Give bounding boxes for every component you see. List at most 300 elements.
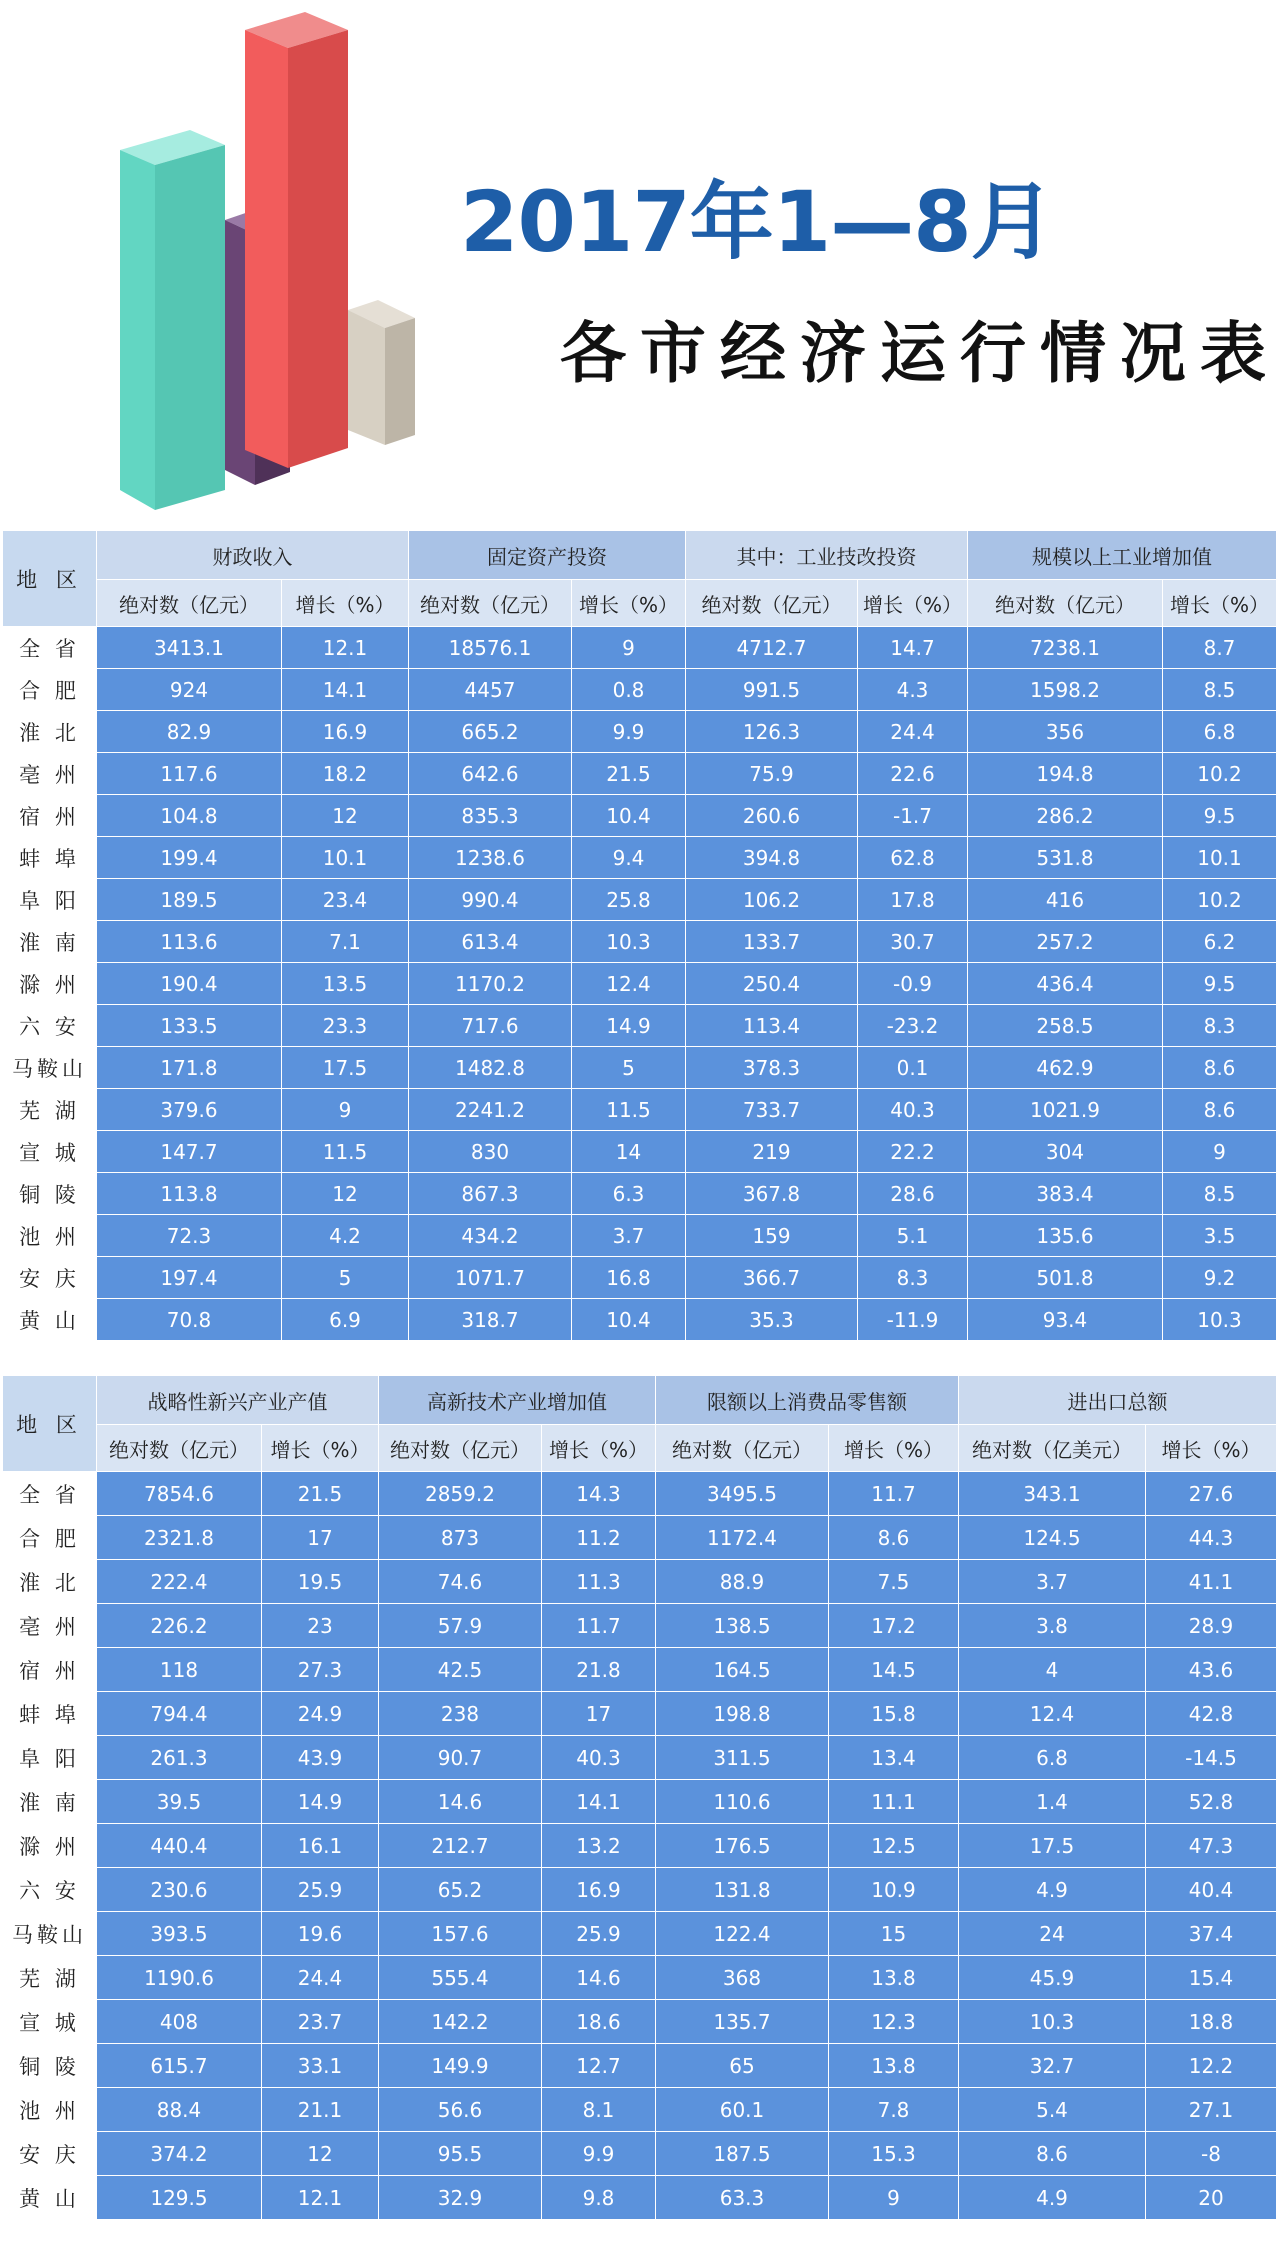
region-name-cell: 池 州: [3, 2088, 97, 2132]
region-name-cell: 安 庆: [3, 2132, 97, 2176]
growth-value-cell: 6.3: [572, 1173, 686, 1215]
growth-value-cell: 17.5: [282, 1047, 409, 1089]
growth-value-cell: 15.3: [829, 2132, 959, 2176]
subheader-growth: 增长（%）: [858, 580, 968, 627]
growth-value-cell: 10.4: [572, 1299, 686, 1341]
absolute-value-cell: 75.9: [686, 753, 858, 795]
absolute-value-cell: 124.5: [959, 1516, 1146, 1560]
growth-value-cell: 14.3: [542, 1472, 656, 1516]
absolute-value-cell: 39.5: [97, 1780, 262, 1824]
absolute-value-cell: 3.8: [959, 1604, 1146, 1648]
absolute-value-cell: 835.3: [409, 795, 572, 837]
absolute-value-cell: 990.4: [409, 879, 572, 921]
growth-value-cell: 14.9: [262, 1780, 379, 1824]
absolute-value-cell: 198.8: [656, 1692, 829, 1736]
growth-value-cell: 15.4: [1146, 1956, 1277, 2000]
table-row: [3, 1215, 1277, 1257]
growth-value-cell: 11.7: [829, 1472, 959, 1516]
region-name-cell: 芜 湖: [3, 1089, 97, 1131]
absolute-value-cell: 436.4: [968, 963, 1163, 1005]
growth-value-cell: 5.1: [858, 1215, 968, 1257]
subheader-absolute: 绝对数（亿美元）: [959, 1425, 1146, 1472]
absolute-value-cell: 3495.5: [656, 1472, 829, 1516]
subheader-absolute: 绝对数（亿元）: [409, 580, 572, 627]
region-name-cell: 蚌 埠: [3, 837, 97, 879]
table-row: [3, 2176, 1277, 2220]
subheader-growth: 增长（%）: [1163, 580, 1277, 627]
absolute-value-cell: 149.9: [379, 2044, 542, 2088]
group-header-retail-sales: 限额以上消费品零售额: [656, 1376, 959, 1425]
table-row: [3, 1089, 1277, 1131]
growth-value-cell: 7.1: [282, 921, 409, 963]
region-name-cell: 阜 阳: [3, 879, 97, 921]
growth-value-cell: 21.5: [572, 753, 686, 795]
table-row: [3, 879, 1277, 921]
absolute-value-cell: 104.8: [97, 795, 282, 837]
table-row: [3, 963, 1277, 1005]
growth-value-cell: 19.6: [262, 1912, 379, 1956]
growth-value-cell: 17.2: [829, 1604, 959, 1648]
absolute-value-cell: 74.6: [379, 1560, 542, 1604]
growth-value-cell: 9.5: [1163, 795, 1277, 837]
growth-value-cell: 14.5: [829, 1648, 959, 1692]
growth-value-cell: 37.4: [1146, 1912, 1277, 1956]
absolute-value-cell: 63.3: [656, 2176, 829, 2220]
growth-value-cell: 22.2: [858, 1131, 968, 1173]
absolute-value-cell: 230.6: [97, 1868, 262, 1912]
group-header-hightech-value-added: 高新技术产业增加值: [379, 1376, 656, 1425]
table-row: [3, 1047, 1277, 1089]
absolute-value-cell: 2321.8: [97, 1516, 262, 1560]
growth-value-cell: 15.8: [829, 1692, 959, 1736]
absolute-value-cell: 122.4: [656, 1912, 829, 1956]
table-row: [3, 1005, 1277, 1047]
group-header-industrial-value-added: 规模以上工业增加值: [968, 531, 1277, 580]
growth-value-cell: 5: [572, 1047, 686, 1089]
absolute-value-cell: 117.6: [97, 753, 282, 795]
absolute-value-cell: 138.5: [656, 1604, 829, 1648]
growth-value-cell: 52.8: [1146, 1780, 1277, 1824]
absolute-value-cell: 135.7: [656, 2000, 829, 2044]
absolute-value-cell: 164.5: [656, 1648, 829, 1692]
subheader-growth: 增长（%）: [262, 1425, 379, 1472]
growth-value-cell: -0.9: [858, 963, 968, 1005]
absolute-value-cell: 82.9: [97, 711, 282, 753]
table-row: [3, 1824, 1277, 1868]
absolute-value-cell: 615.7: [97, 2044, 262, 2088]
absolute-value-cell: 142.2: [379, 2000, 542, 2044]
growth-value-cell: 8.3: [1163, 1005, 1277, 1047]
growth-value-cell: 3.7: [572, 1215, 686, 1257]
absolute-value-cell: 57.9: [379, 1604, 542, 1648]
growth-value-cell: 23: [262, 1604, 379, 1648]
region-name-cell: 宿 州: [3, 795, 97, 837]
gray-bar-front: [348, 310, 385, 445]
absolute-value-cell: 394.8: [686, 837, 858, 879]
absolute-value-cell: 374.2: [97, 2132, 262, 2176]
table-row: [3, 1131, 1277, 1173]
absolute-value-cell: 867.3: [409, 1173, 572, 1215]
group-header-industrial-renovation-investment: 其中：工业技改投资: [686, 531, 968, 580]
growth-value-cell: 9: [829, 2176, 959, 2220]
growth-value-cell: 13.8: [829, 1956, 959, 2000]
absolute-value-cell: 60.1: [656, 2088, 829, 2132]
absolute-value-cell: 1598.2: [968, 669, 1163, 711]
absolute-value-cell: 665.2: [409, 711, 572, 753]
absolute-value-cell: 873: [379, 1516, 542, 1560]
growth-value-cell: 12.5: [829, 1824, 959, 1868]
absolute-value-cell: 393.5: [97, 1912, 262, 1956]
table-economy-1: [2, 530, 1276, 1341]
absolute-value-cell: 133.7: [686, 921, 858, 963]
growth-value-cell: 8.3: [858, 1257, 968, 1299]
region-name-cell: 淮 南: [3, 921, 97, 963]
growth-value-cell: 11.1: [829, 1780, 959, 1824]
growth-value-cell: 9.9: [542, 2132, 656, 2176]
absolute-value-cell: 717.6: [409, 1005, 572, 1047]
growth-value-cell: 40.3: [858, 1089, 968, 1131]
growth-value-cell: 11.5: [572, 1089, 686, 1131]
absolute-value-cell: 1.4: [959, 1780, 1146, 1824]
growth-value-cell: 0.1: [858, 1047, 968, 1089]
absolute-value-cell: 42.5: [379, 1648, 542, 1692]
absolute-value-cell: 440.4: [97, 1824, 262, 1868]
absolute-value-cell: 1238.6: [409, 837, 572, 879]
absolute-value-cell: 613.4: [409, 921, 572, 963]
growth-value-cell: 6.9: [282, 1299, 409, 1341]
growth-value-cell: 33.1: [262, 2044, 379, 2088]
table-row: [3, 627, 1277, 669]
growth-value-cell: 14.1: [542, 1780, 656, 1824]
growth-value-cell: -1.7: [858, 795, 968, 837]
region-name-cell: 六 安: [3, 1868, 97, 1912]
absolute-value-cell: 1021.9: [968, 1089, 1163, 1131]
absolute-value-cell: 924: [97, 669, 282, 711]
absolute-value-cell: 1170.2: [409, 963, 572, 1005]
growth-value-cell: 9.4: [572, 837, 686, 879]
absolute-value-cell: 501.8: [968, 1257, 1163, 1299]
growth-value-cell: 13.2: [542, 1824, 656, 1868]
growth-value-cell: 11.2: [542, 1516, 656, 1560]
teal-bar-front: [120, 150, 155, 510]
bar-chart-illustration: [100, 0, 440, 520]
region-name-cell: 黄 山: [3, 2176, 97, 2220]
growth-value-cell: 17.8: [858, 879, 968, 921]
growth-value-cell: 22.6: [858, 753, 968, 795]
absolute-value-cell: 133.5: [97, 1005, 282, 1047]
growth-value-cell: 10.9: [829, 1868, 959, 1912]
table-row: [3, 1736, 1277, 1780]
growth-value-cell: 18.6: [542, 2000, 656, 2044]
absolute-value-cell: 258.5: [968, 1005, 1163, 1047]
table-row: [3, 1257, 1277, 1299]
subheader-absolute: 绝对数（亿元）: [97, 1425, 262, 1472]
table-row: [3, 2088, 1277, 2132]
growth-value-cell: 42.8: [1146, 1692, 1277, 1736]
region-name-cell: 滁 州: [3, 963, 97, 1005]
growth-value-cell: 21.5: [262, 1472, 379, 1516]
region-name-cell: 六 安: [3, 1005, 97, 1047]
growth-value-cell: 23.3: [282, 1005, 409, 1047]
growth-value-cell: 9: [282, 1089, 409, 1131]
growth-value-cell: 10.4: [572, 795, 686, 837]
absolute-value-cell: 147.7: [97, 1131, 282, 1173]
region-name-cell: 亳 州: [3, 1604, 97, 1648]
growth-value-cell: 17: [542, 1692, 656, 1736]
growth-value-cell: 24.9: [262, 1692, 379, 1736]
absolute-value-cell: 189.5: [97, 879, 282, 921]
absolute-value-cell: 286.2: [968, 795, 1163, 837]
absolute-value-cell: 4712.7: [686, 627, 858, 669]
growth-value-cell: 9.9: [572, 711, 686, 753]
growth-value-cell: 19.5: [262, 1560, 379, 1604]
table-row: [3, 1516, 1277, 1560]
absolute-value-cell: 4: [959, 1648, 1146, 1692]
growth-value-cell: 10.1: [1163, 837, 1277, 879]
growth-value-cell: 27.1: [1146, 2088, 1277, 2132]
table-row: [3, 1868, 1277, 1912]
absolute-value-cell: 157.6: [379, 1912, 542, 1956]
absolute-value-cell: 24: [959, 1912, 1146, 1956]
growth-value-cell: 16.8: [572, 1257, 686, 1299]
absolute-value-cell: 32.9: [379, 2176, 542, 2220]
absolute-value-cell: 642.6: [409, 753, 572, 795]
absolute-value-cell: 126.3: [686, 711, 858, 753]
growth-value-cell: 18.8: [1146, 2000, 1277, 2044]
region-name-cell: 淮 北: [3, 711, 97, 753]
growth-value-cell: 8.6: [829, 1516, 959, 1560]
growth-value-cell: 15: [829, 1912, 959, 1956]
region-name-cell: 淮 南: [3, 1780, 97, 1824]
absolute-value-cell: 991.5: [686, 669, 858, 711]
growth-value-cell: 14: [572, 1131, 686, 1173]
absolute-value-cell: 356: [968, 711, 1163, 753]
absolute-value-cell: 226.2: [97, 1604, 262, 1648]
subheader-absolute: 绝对数（亿元）: [968, 580, 1163, 627]
region-name-cell: 宣 城: [3, 1131, 97, 1173]
region-name-cell: 滁 州: [3, 1824, 97, 1868]
growth-value-cell: 25.9: [262, 1868, 379, 1912]
subheader-growth: 增长（%）: [1146, 1425, 1277, 1472]
growth-value-cell: 8.5: [1163, 1173, 1277, 1215]
absolute-value-cell: 4457: [409, 669, 572, 711]
absolute-value-cell: 378.3: [686, 1047, 858, 1089]
absolute-value-cell: 35.3: [686, 1299, 858, 1341]
absolute-value-cell: 343.1: [959, 1472, 1146, 1516]
table-row: [3, 921, 1277, 963]
absolute-value-cell: 113.4: [686, 1005, 858, 1047]
growth-value-cell: 27.3: [262, 1648, 379, 1692]
absolute-value-cell: 118: [97, 1648, 262, 1692]
growth-value-cell: 11.7: [542, 1604, 656, 1648]
growth-value-cell: 10.3: [1163, 1299, 1277, 1341]
table-row: [3, 2044, 1277, 2088]
absolute-value-cell: 222.4: [97, 1560, 262, 1604]
absolute-value-cell: 8.6: [959, 2132, 1146, 2176]
absolute-value-cell: 171.8: [97, 1047, 282, 1089]
absolute-value-cell: 250.4: [686, 963, 858, 1005]
table-row: [3, 1956, 1277, 2000]
region-name-cell: 宿 州: [3, 1648, 97, 1692]
absolute-value-cell: 14.6: [379, 1780, 542, 1824]
absolute-value-cell: 1071.7: [409, 1257, 572, 1299]
absolute-value-cell: 1482.8: [409, 1047, 572, 1089]
growth-value-cell: 10.2: [1163, 753, 1277, 795]
absolute-value-cell: 2859.2: [379, 1472, 542, 1516]
absolute-value-cell: 408: [97, 2000, 262, 2044]
absolute-value-cell: 238: [379, 1692, 542, 1736]
growth-value-cell: 9.5: [1163, 963, 1277, 1005]
growth-value-cell: 10.3: [572, 921, 686, 963]
table-row: [3, 837, 1277, 879]
gray-bar-side: [385, 318, 415, 445]
growth-value-cell: 8.6: [1163, 1047, 1277, 1089]
growth-value-cell: 16.1: [262, 1824, 379, 1868]
table-row: [3, 753, 1277, 795]
red-bar-side: [288, 30, 348, 468]
subheader-absolute: 绝对数（亿元）: [379, 1425, 542, 1472]
growth-value-cell: 13.8: [829, 2044, 959, 2088]
growth-value-cell: 14.6: [542, 1956, 656, 2000]
growth-value-cell: 3.5: [1163, 1215, 1277, 1257]
absolute-value-cell: 197.4: [97, 1257, 282, 1299]
absolute-value-cell: 212.7: [379, 1824, 542, 1868]
growth-value-cell: 9.2: [1163, 1257, 1277, 1299]
growth-value-cell: 6.8: [1163, 711, 1277, 753]
table-row: [3, 1692, 1277, 1736]
growth-value-cell: 20: [1146, 2176, 1277, 2220]
absolute-value-cell: 311.5: [656, 1736, 829, 1780]
growth-value-cell: 47.3: [1146, 1824, 1277, 1868]
absolute-value-cell: 88.9: [656, 1560, 829, 1604]
subheader-absolute: 绝对数（亿元）: [686, 580, 858, 627]
absolute-value-cell: 110.6: [656, 1780, 829, 1824]
absolute-value-cell: 194.8: [968, 753, 1163, 795]
region-name-cell: 全 省: [3, 1472, 97, 1516]
growth-value-cell: 18.2: [282, 753, 409, 795]
subheader-growth: 增长（%）: [542, 1425, 656, 1472]
growth-value-cell: 8.5: [1163, 669, 1277, 711]
region-header: 地 区: [3, 1376, 97, 1472]
page-subtitle: 各市经济运行情况表: [560, 315, 1280, 392]
subheader-growth: 增长（%）: [572, 580, 686, 627]
growth-value-cell: 40.4: [1146, 1868, 1277, 1912]
growth-value-cell: 7.5: [829, 1560, 959, 1604]
absolute-value-cell: 555.4: [379, 1956, 542, 2000]
absolute-value-cell: 187.5: [656, 2132, 829, 2176]
absolute-value-cell: 733.7: [686, 1089, 858, 1131]
absolute-value-cell: 219: [686, 1131, 858, 1173]
growth-value-cell: 10.2: [1163, 879, 1277, 921]
table-row: [3, 1648, 1277, 1692]
absolute-value-cell: 367.8: [686, 1173, 858, 1215]
growth-value-cell: 12: [262, 2132, 379, 2176]
region-name-cell: 宣 城: [3, 2000, 97, 2044]
absolute-value-cell: 131.8: [656, 1868, 829, 1912]
region-name-cell: 淮 北: [3, 1560, 97, 1604]
absolute-value-cell: 7854.6: [97, 1472, 262, 1516]
page-header: [0, 0, 1280, 520]
absolute-value-cell: 383.4: [968, 1173, 1163, 1215]
growth-value-cell: 24.4: [262, 1956, 379, 2000]
absolute-value-cell: 462.9: [968, 1047, 1163, 1089]
absolute-value-cell: 257.2: [968, 921, 1163, 963]
absolute-value-cell: 10.3: [959, 2000, 1146, 2044]
growth-value-cell: 43.6: [1146, 1648, 1277, 1692]
absolute-value-cell: 93.4: [968, 1299, 1163, 1341]
subheader-growth: 增长（%）: [829, 1425, 959, 1472]
region-name-cell: 芜 湖: [3, 1956, 97, 2000]
growth-value-cell: 4.3: [858, 669, 968, 711]
absolute-value-cell: 17.5: [959, 1824, 1146, 1868]
growth-value-cell: -11.9: [858, 1299, 968, 1341]
growth-value-cell: 62.8: [858, 837, 968, 879]
subheader-absolute: 绝对数（亿元）: [656, 1425, 829, 1472]
absolute-value-cell: 6.8: [959, 1736, 1146, 1780]
absolute-value-cell: 65: [656, 2044, 829, 2088]
table-row: [3, 711, 1277, 753]
absolute-value-cell: 261.3: [97, 1736, 262, 1780]
growth-value-cell: 13.5: [282, 963, 409, 1005]
absolute-value-cell: 129.5: [97, 2176, 262, 2220]
growth-value-cell: 9.8: [542, 2176, 656, 2220]
absolute-value-cell: 95.5: [379, 2132, 542, 2176]
group-header-fiscal-revenue: 财政收入: [97, 531, 409, 580]
absolute-value-cell: 3.7: [959, 1560, 1146, 1604]
region-name-cell: 合 肥: [3, 669, 97, 711]
growth-value-cell: 40.3: [542, 1736, 656, 1780]
growth-value-cell: 8.7: [1163, 627, 1277, 669]
absolute-value-cell: 159: [686, 1215, 858, 1257]
growth-value-cell: 12: [282, 1173, 409, 1215]
growth-value-cell: 43.9: [262, 1736, 379, 1780]
growth-value-cell: 8.6: [1163, 1089, 1277, 1131]
table-row: [3, 1299, 1277, 1341]
absolute-value-cell: 4.9: [959, 1868, 1146, 1912]
table-row: [3, 1472, 1277, 1516]
absolute-value-cell: 318.7: [409, 1299, 572, 1341]
group-header-import-export: 进出口总额: [959, 1376, 1277, 1425]
growth-value-cell: 8.1: [542, 2088, 656, 2132]
absolute-value-cell: 12.4: [959, 1692, 1146, 1736]
absolute-value-cell: 4.9: [959, 2176, 1146, 2220]
absolute-value-cell: 1190.6: [97, 1956, 262, 2000]
absolute-value-cell: 106.2: [686, 879, 858, 921]
absolute-value-cell: 304: [968, 1131, 1163, 1173]
growth-value-cell: 9: [572, 627, 686, 669]
region-name-cell: 蚌 埠: [3, 1692, 97, 1736]
growth-value-cell: 25.9: [542, 1912, 656, 1956]
growth-value-cell: -23.2: [858, 1005, 968, 1047]
table-row: [3, 2132, 1277, 2176]
growth-value-cell: 28.6: [858, 1173, 968, 1215]
growth-value-cell: 9: [1163, 1131, 1277, 1173]
absolute-value-cell: 56.6: [379, 2088, 542, 2132]
absolute-value-cell: 434.2: [409, 1215, 572, 1257]
group-header-fixed-asset-investment: 固定资产投资: [409, 531, 686, 580]
growth-value-cell: 12.3: [829, 2000, 959, 2044]
table-row: [3, 1604, 1277, 1648]
growth-value-cell: 24.4: [858, 711, 968, 753]
group-header-strategic-emerging-output: 战略性新兴产业产值: [97, 1376, 379, 1425]
growth-value-cell: 12.1: [262, 2176, 379, 2220]
growth-value-cell: 14.7: [858, 627, 968, 669]
growth-value-cell: 12.7: [542, 2044, 656, 2088]
growth-value-cell: 23.4: [282, 879, 409, 921]
region-name-cell: 马鞍山: [3, 1912, 97, 1956]
region-name-cell: 黄 山: [3, 1299, 97, 1341]
growth-value-cell: 7.8: [829, 2088, 959, 2132]
